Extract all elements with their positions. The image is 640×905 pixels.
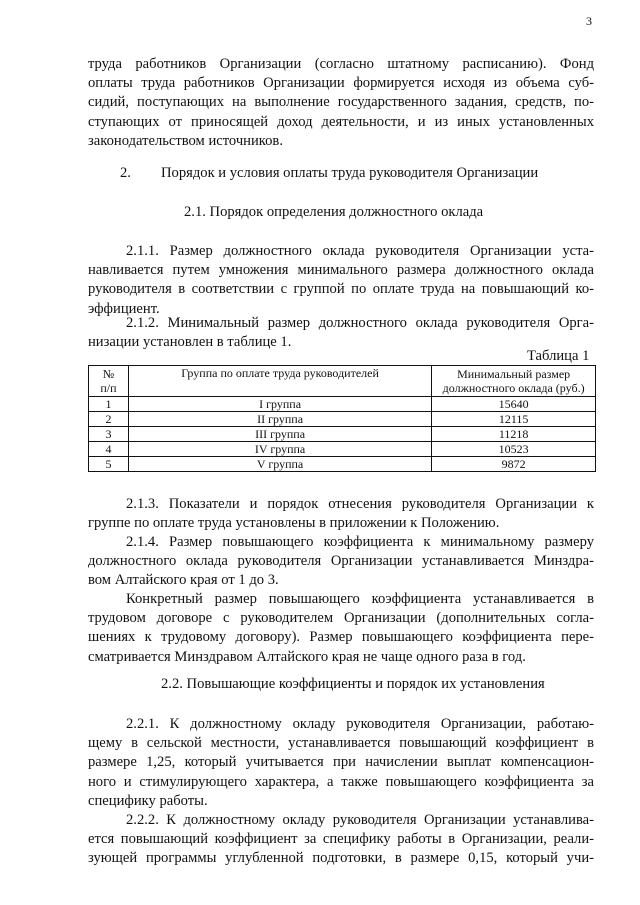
header-min-salary-line: Минимальный размер [457, 367, 571, 381]
text-line: 2.2.2. К должностному окладу руководителя Организации устанавлива- [126, 812, 594, 828]
text-line: навливается путем умножения минимального размера должностного оклада [88, 262, 594, 279]
row-value: 12115 [432, 412, 596, 427]
row-number: 4 [89, 442, 129, 457]
paragraph-2-1-2 [88, 314, 594, 352]
table-row [89, 427, 596, 442]
text-line: низации установлен в таблице 1. [88, 334, 292, 351]
table-row [89, 457, 596, 472]
text-line: вом Алтайского края от 1 до 3. [88, 572, 279, 589]
row-number: 2 [89, 412, 129, 427]
header-group: Группа по оплате труда руководителей [128, 366, 431, 397]
section-2-number: 2. [120, 165, 131, 181]
paragraph-concrete-coefficient [88, 590, 594, 667]
page-number: 3 [586, 14, 592, 28]
paragraph-2-2-1 [88, 715, 594, 811]
text-line: 2.1.3. Показатели и порядок отнесения руководителя Организации к [126, 496, 594, 512]
text-line: трудовом договоре с руководителем Организации (дополнительных согла- [88, 610, 594, 627]
paragraph-2-1-4 [88, 533, 594, 591]
text-line: размере 1,25, который учитывается при начислении выплат компенсацион- [88, 754, 594, 771]
row-group: V группа [128, 457, 431, 472]
paragraph-2-2-2 [88, 811, 594, 869]
row-value: 9872 [432, 457, 596, 472]
salary-table [88, 365, 596, 472]
row-value: 15640 [432, 397, 596, 412]
text-line: специфику работы. [88, 792, 208, 809]
header-number-line: № [102, 367, 115, 381]
text-line: руководителя в соответствии с группой по оплате труда на повышающий ко- [88, 281, 594, 298]
row-number: 1 [89, 397, 129, 412]
text-line: сидий, поступающих на выполнение государственного задания, средств, по- [88, 94, 594, 111]
row-number: 5 [89, 457, 129, 472]
row-group: III группа [128, 427, 431, 442]
row-number: 3 [89, 427, 129, 442]
header-min-salary [432, 366, 596, 397]
text-line: оплаты труда работников Организации формируется исходя из объема суб- [88, 75, 594, 92]
text-line: группе по оплате труда установлены в приложении к Положению. [88, 515, 500, 532]
row-value: 10523 [432, 442, 596, 457]
table-row [89, 442, 596, 457]
text-line: эффициент. [88, 300, 160, 317]
text-line: 2.1.2. Минимальный размер должностного оклада руководителя Орга- [126, 315, 594, 331]
text-line: ного и стимулирующего характера, а также повышающего коэффициента за [88, 773, 594, 790]
text-line: сматривается Минздравом Алтайского края не чаще одного раза в год. [88, 648, 526, 665]
row-value: 11218 [432, 427, 596, 442]
intro-paragraph [88, 55, 594, 151]
table-row [89, 397, 596, 412]
section-2-title: Порядок и условия оплаты труда руководителя Организации [161, 165, 539, 181]
text-line: 2.1.4. Размер повышающего коэффициента к минимальному размеру [126, 534, 594, 550]
paragraph-2-1-1 [88, 242, 594, 319]
table-header-row [89, 366, 596, 397]
text-line: 2.1.1. Размер должностного оклада руководителя Организации уста- [126, 243, 594, 259]
text-line: ступающих от приносящей доход деятельности, и из иных установленных [88, 113, 594, 130]
header-number-line: п/п [100, 381, 117, 395]
table-row [89, 412, 596, 427]
paragraph-2-1-3 [88, 495, 594, 533]
text-line: Конкретный размер повышающего коэффициента устанавливается в [126, 591, 594, 607]
subsection-2-2-title: 2.2. Повышающие коэффициенты и порядок их установления [161, 676, 545, 692]
header-min-salary-line: должностного оклада (руб.) [442, 381, 585, 395]
text-line: щему в сельской местности, устанавливается повышающий коэффициент в [88, 735, 594, 752]
header-number [89, 366, 129, 397]
row-group: IV группа [128, 442, 431, 457]
text-line: зующей программы углубленной подготовки, в размере 0,15, который учи- [88, 850, 594, 867]
text-line: труда работников Организации (согласно штатному расписанию). Фонд [88, 56, 594, 72]
text-line: шениях к трудовому договору). Размер повышающего коэффициента пере- [88, 629, 594, 646]
text-line: ется повышающий коэффициент за специфику работы в Организации, реали- [88, 831, 594, 848]
text-line: 2.2.1. К должностному окладу руководителя Организации, работаю- [126, 716, 594, 732]
text-line: законодательством источников. [88, 132, 283, 149]
text-line: должностного оклада руководителя Организации устанавливается Минздра- [88, 553, 594, 570]
table-caption: Таблица 1 [527, 348, 590, 364]
row-group: II группа [128, 412, 431, 427]
subsection-2-1-title: 2.1. Порядок определения должностного оклада [184, 204, 484, 220]
row-group: I группа [128, 397, 431, 412]
